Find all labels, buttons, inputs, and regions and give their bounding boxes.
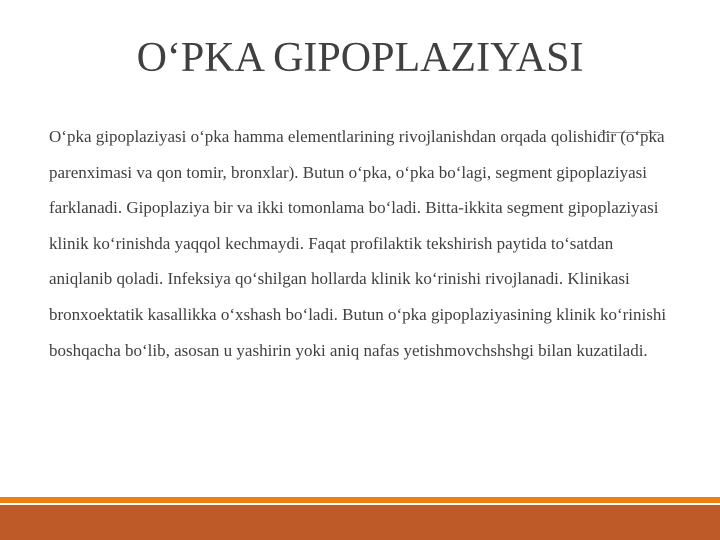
footer-band — [0, 505, 720, 540]
slide-title: O‘PKA GIPOPLAZIYASI — [136, 35, 584, 81]
slide-body-text: O‘pka gipoplaziyasi o‘pka hamma elementlarining rivojlanishdan orqada qolishidir (o‘pka parenximasi va qon tomir, bronxlar). Butun o‘pka, o‘pka bo‘lagi, segment gipoplaziyasi farklanadi. Gipoplaziya bir va ikki tomonlama bo‘ladi. Bitta-ikkita segment gipoplaziyasi klinik ko‘rinishda yaqqol kechmaydi. Faqat profilaktik tekshirish paytida to‘satdan aniqlanib qoladi. Infeksiya qo‘shilgan hollarda klinik ko‘rinishi rivojlanadi. Klinikasi bronxoektatik kasallikka o‘xshash bo‘ladi. Butun o‘pka gipoplaziyasining klinik ko‘rinishi boshqacha bo‘lib, asosan u yashirin yoki aniq nafas yetishmovchshshgi bilan kuzatiladi. — [49, 127, 667, 360]
footer-accent-stripe — [0, 497, 720, 503]
